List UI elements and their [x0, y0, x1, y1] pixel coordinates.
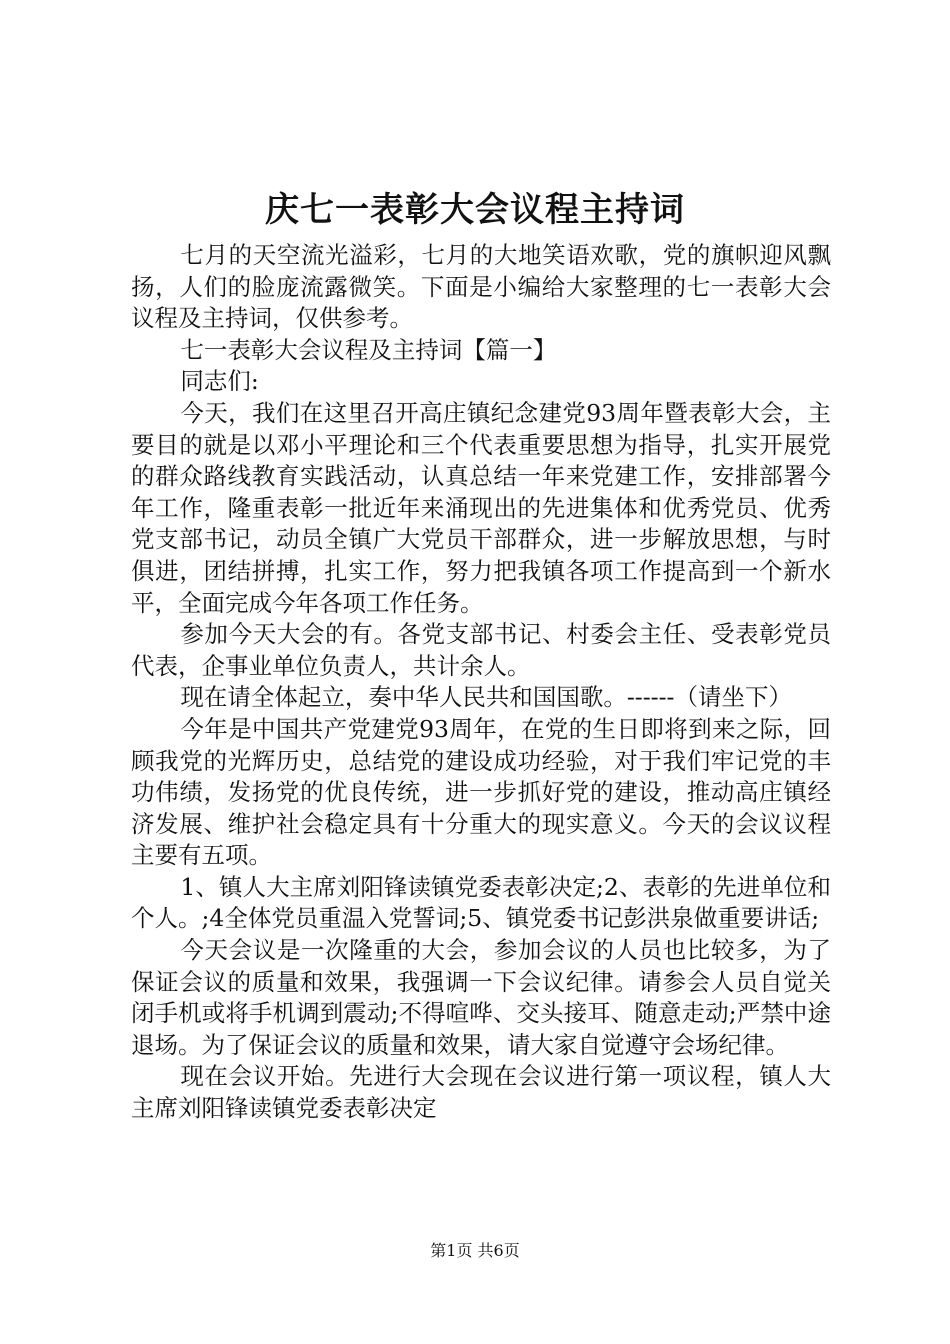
paragraph-attendees: 参加今天大会的有。各党支部书记、村委会主任、受表彰党员代表，企事业单位负责人，共计余人。: [131, 620, 831, 680]
paragraph-agenda: 1、镇人大主席刘阳锋读镇党委表彰决定;2、表彰的先进单位和个人。;4全体党员重温入党誓词;5、镇党委书记彭洪泉做重要讲话;: [131, 872, 831, 933]
page-number: 第1页 共6页: [430, 1241, 520, 1260]
document-body: [131, 240, 831, 1125]
paragraph-intro: 七月的天空流光溢彩，七月的大地笑语欢歌，党的旗帜迎风飘扬，人们的脸庞流露微笑。下面是小编给大家整理的七一表彰大会议程及主持词，仅供参考。: [131, 241, 831, 333]
paragraph-purpose: 今天，我们在这里召开高庄镇纪念建党93周年暨表彰大会，主要目的就是以邓小平理论和三个代表重要思想为指导，扎实开展党的群众路线教育实践活动，认真总结一年来党建工作，安排部署今年工作，隆重表彰一批近年来涌现出的先进集体和优秀党员、优秀党支部书记，动员全镇广大党员干部群众，进一步解放思想，与时俱进，团结拼搏，扎实工作，努力把我镇各项工作提高到一个新水平，全面完成今年各项工作任务。: [131, 398, 831, 617]
paragraph-discipline: 今天会议是一次隆重的大会，参加会议的人员也比较多，为了保证会议的质量和效果，我强调一下会议纪律。请参会人员自觉关闭手机或将手机调到震动;不得喧哗、交头接耳、随意走动;严禁中途退场。为了保证会议的质量和效果，请大家自觉遵守会场纪律。: [131, 936, 831, 1059]
paragraph-opening: 现在会议开始。先进行大会现在会议进行第一项议程，镇人大主席刘阳锋读镇党委表彰决定: [131, 1062, 831, 1123]
paragraph-anthem: 现在请全体起立，奏中华人民共和国国歌。------（请坐下）: [180, 683, 792, 712]
paragraph-greeting: 同志们:: [180, 367, 259, 396]
document-title: 庆七一表彰大会议程主持词: [265, 190, 685, 230]
paragraph-section-heading: 七一表彰大会议程及主持词【篇一】: [180, 335, 557, 364]
paragraph-significance: 今年是中国共产党建党93周年，在党的生日即将到来之际，回顾我党的光辉历史，总结党的建设成功经验，对于我们牢记党的丰功伟绩，发扬党的优良传统，进一步抓好党的建设，推动高庄镇经济发展、维护社会稳定具有十分重大的现实意义。今天的会议议程主要有五项。: [131, 714, 831, 870]
